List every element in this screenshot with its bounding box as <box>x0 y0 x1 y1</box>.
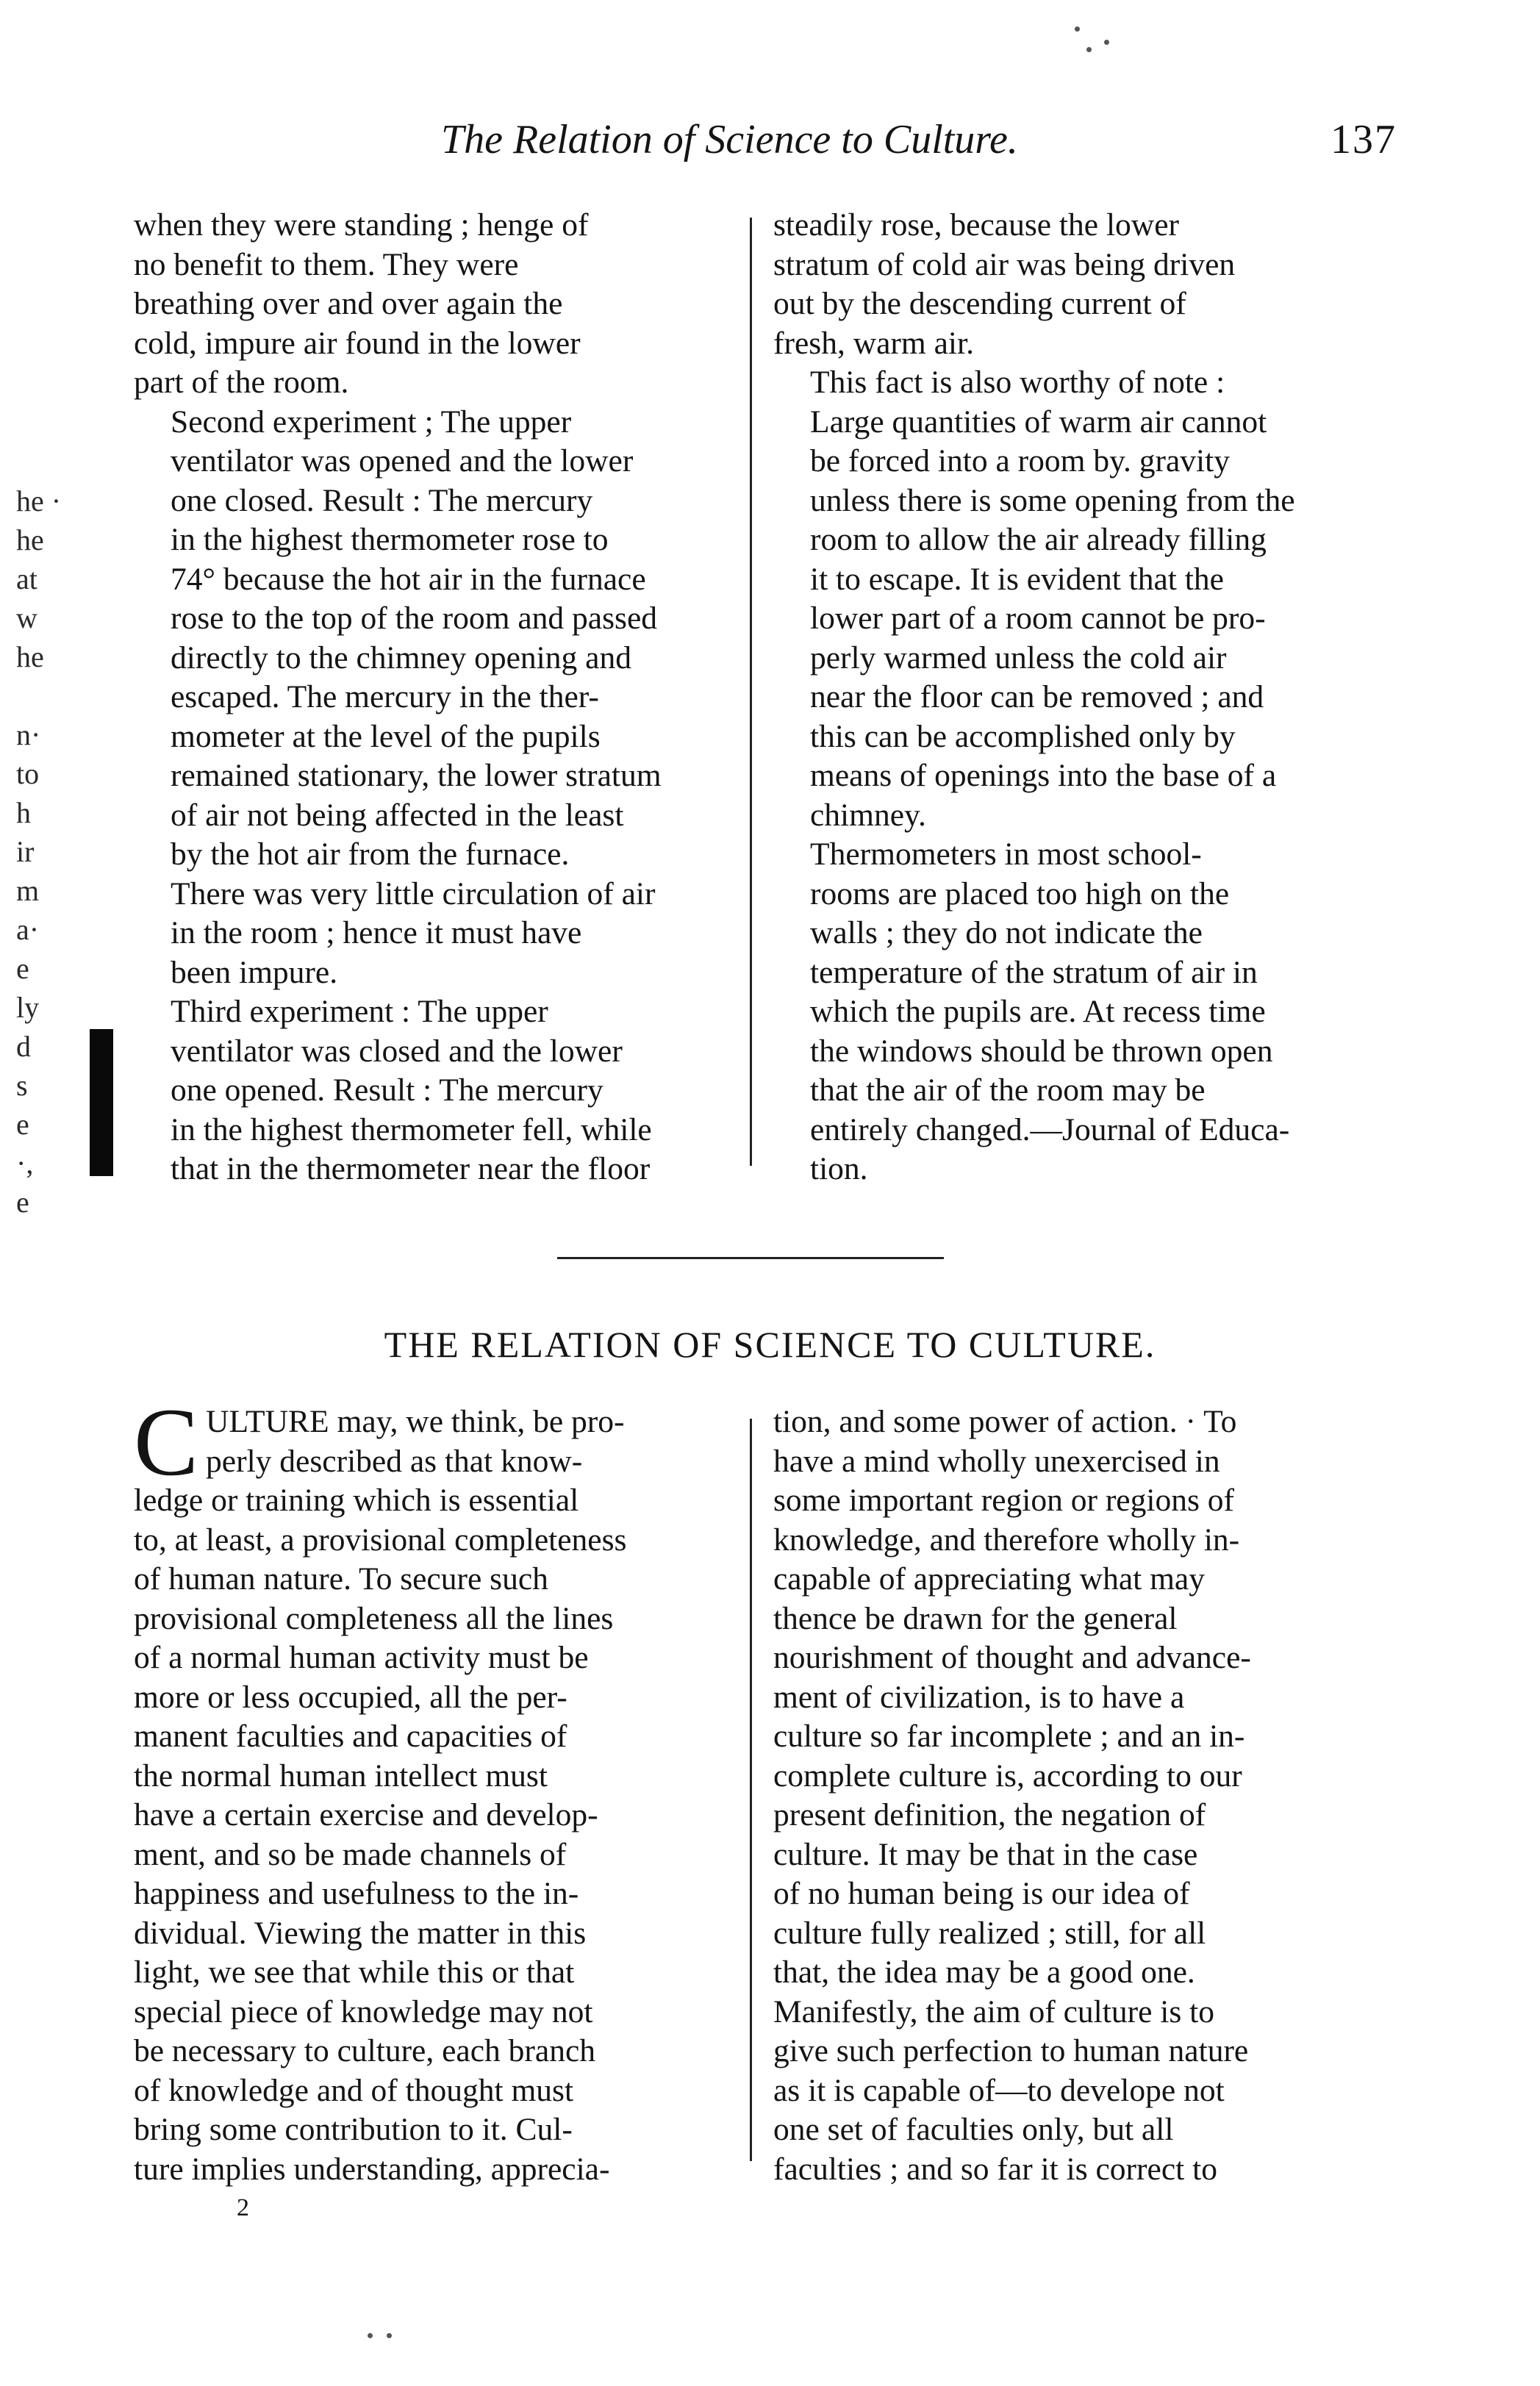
paragraph <box>134 992 735 1189</box>
text-line: unless there is some opening from the <box>810 482 1295 518</box>
text-line: ture implies understanding, apprecia- <box>134 2151 610 2187</box>
text-line: culture fully realized ; still, for all <box>773 1915 1206 1951</box>
text-line: tion, and some power of action. · To <box>773 1404 1237 1439</box>
text-line: mometer at the level of the pupils <box>171 718 601 754</box>
text-line: dividual. Viewing the matter in this <box>134 1915 587 1951</box>
text-line: that, the idea may be a good one. <box>773 1955 1195 1990</box>
text-line: give such perfection to human nature <box>773 2033 1249 2068</box>
margin-fragment: ·, <box>16 1147 34 1180</box>
text-line: Second experiment ; The upper <box>171 404 572 440</box>
text-line: remained stationary, the lower stratum <box>171 758 662 793</box>
scan-speck <box>387 2333 392 2338</box>
text-line: of knowledge and of thought must <box>134 2072 574 2108</box>
article2-left-lines <box>134 1388 735 2189</box>
text-line: chimney. <box>810 797 926 833</box>
paragraph <box>134 403 735 993</box>
margin-fragment: n· <box>16 718 41 751</box>
text-line: of no human being is our idea of <box>773 1876 1190 1911</box>
margin-fragment: ir <box>16 835 35 868</box>
text-line: directly to the chimney opening and <box>171 640 631 676</box>
text-line: escaped. The mercury in the ther- <box>171 679 599 714</box>
text-line: it to escape. It is evident that the <box>810 561 1224 597</box>
text-line: thence be drawn for the general <box>773 1600 1178 1636</box>
text-line: manent faculties and capacities of <box>134 1719 567 1754</box>
article2-title: THE RELATION OF SCIENCE TO CULTURE. <box>384 1324 1156 1365</box>
text-line: Manifestly, the aim of culture is to <box>773 1993 1214 2029</box>
text-line: cold, impure air found in the lower <box>134 325 581 361</box>
text-line: lower part of a room cannot be pro- <box>810 601 1266 636</box>
text-line: out by the descending current of <box>773 286 1186 321</box>
text-line: that the air of the room may be <box>810 1072 1206 1108</box>
running-title: The Relation of Science to Culture. <box>441 117 1018 162</box>
text-line: ment of civilization, is to have a <box>773 1679 1185 1715</box>
text-line: that in the thermometer near the floor <box>171 1151 651 1186</box>
text-line: culture so far incomplete ; and an in- <box>773 1719 1245 1754</box>
scan-margin-bar <box>90 1029 113 1176</box>
margin-fragment: h <box>16 796 31 829</box>
text-line: ULTURE may, we think, be pro- <box>206 1404 625 1439</box>
scan-speck <box>1086 47 1092 52</box>
text-line: of a normal human activity must be <box>134 1640 589 1675</box>
text-line: rose to the top of the room and passed <box>171 601 658 636</box>
text-line: tion. <box>810 1151 868 1186</box>
paragraph <box>773 206 1389 363</box>
text-line: ment, and so be made channels of <box>134 1836 567 1872</box>
text-line: when they were standing ; henge of <box>134 207 589 243</box>
text-line: as it is capable of—to develope not <box>773 2072 1225 2108</box>
text-line: ventilator was opened and the lower <box>171 443 634 479</box>
scan-speck <box>1104 40 1109 45</box>
text-line: near the floor can be removed ; and <box>810 679 1264 714</box>
margin-fragment: e <box>16 1186 29 1219</box>
text-line: been impure. <box>171 954 338 990</box>
text-line: complete culture is, according to our <box>773 1758 1242 1794</box>
text-line: culture. It may be that in the case <box>773 1836 1198 1872</box>
text-line: Large quantities of warm air cannot <box>810 404 1267 440</box>
margin-fragment: he <box>16 640 44 673</box>
text-line: means of openings into the base of a <box>810 758 1277 793</box>
text-line: by the hot air from the furnace. <box>171 836 570 872</box>
text-line: the normal human intellect must <box>134 1758 548 1794</box>
signature-mark: 2 <box>237 2194 249 2221</box>
paragraph <box>773 363 1389 835</box>
margin-fragment: at <box>16 562 37 595</box>
text-line: bring some contribution to it. Cul- <box>134 2112 573 2147</box>
text-line: present definition, the negation of <box>773 1797 1206 1833</box>
margin-fragment: s <box>16 1069 28 1102</box>
text-line: walls ; they do not indicate the <box>810 915 1203 950</box>
running-header <box>412 116 1397 175</box>
text-line: more or less occupied, all the per- <box>134 1679 567 1715</box>
margin-fragment: ly <box>16 991 40 1024</box>
text-line: knowledge, and therefore wholly in- <box>773 1522 1240 1558</box>
drop-cap: C <box>134 1388 199 1496</box>
text-line: have a mind wholly unexercised in <box>773 1443 1220 1479</box>
text-line: one opened. Result : The mercury <box>171 1072 604 1108</box>
text-line: perly described as that know- <box>206 1443 583 1479</box>
text-line: which the pupils are. At recess time <box>810 994 1266 1029</box>
text-line: nourishment of thought and advance- <box>773 1640 1251 1675</box>
text-line: perly warmed unless the cold air <box>810 640 1227 676</box>
text-line: happiness and usefulness to the in- <box>134 1876 579 1911</box>
text-line: be forced into a room by. gravity <box>810 443 1230 479</box>
text-line: steadily rose, because the lower <box>773 207 1179 243</box>
text-line: capable of appreciating what may <box>773 1561 1205 1597</box>
article2-right-column <box>773 1402 1389 2189</box>
text-line: one set of faculties only, but all <box>773 2112 1174 2147</box>
text-line: provisional completeness all the lines <box>134 1600 614 1636</box>
article1-left-column <box>134 206 735 1189</box>
text-line: room to allow the air already filling <box>810 522 1267 557</box>
text-line: in the highest thermometer rose to <box>171 522 609 557</box>
text-line: to, at least, a provisional completeness <box>134 1522 627 1558</box>
text-line: one closed. Result : The mercury <box>171 482 593 518</box>
text-line: the windows should be thrown open <box>810 1033 1273 1069</box>
margin-fragment: e <box>16 952 29 985</box>
margin-fragment: a· <box>16 913 40 946</box>
text-line: This fact is also worthy of note : <box>810 365 1225 400</box>
text-line: special piece of knowledge may not <box>134 1993 593 2029</box>
text-line: temperature of the stratum of air in <box>810 954 1258 990</box>
text-line: rooms are placed too high on the <box>810 875 1230 911</box>
text-line: ventilator was closed and the lower <box>171 1033 623 1069</box>
text-line: 74° because the hot air in the furnace <box>171 561 646 597</box>
margin-fragment: he <box>16 523 44 556</box>
column-divider-top <box>750 218 752 1166</box>
text-line: of human nature. To secure such <box>134 1561 548 1597</box>
margin-fragment: e <box>16 1108 29 1141</box>
margin-fragment: m <box>16 874 40 907</box>
text-line: There was very little circulation of air <box>171 875 656 911</box>
margin-fragments <box>16 481 61 1222</box>
text-line: have a certain exercise and develop- <box>134 1797 598 1833</box>
margin-fragment: w <box>16 601 37 634</box>
text-line: stratum of cold air was being driven <box>773 246 1236 282</box>
margin-fragment: he · <box>16 484 62 517</box>
text-line: in the highest thermometer fell, while <box>171 1111 652 1147</box>
text-line: this can be accomplished only by <box>810 718 1236 754</box>
page-number: 137 <box>1331 117 1397 162</box>
text-line: light, we see that while this or that <box>134 1955 575 1990</box>
section-divider <box>557 1257 944 1259</box>
article2-left-column <box>134 1388 735 2189</box>
scan-speck <box>1075 26 1080 32</box>
column-divider-bottom <box>750 1419 752 2161</box>
text-line: entirely changed.—Journal of Educa- <box>810 1111 1290 1147</box>
text-line: faculties ; and so far it is correct to <box>773 2151 1217 2187</box>
paragraph <box>134 206 735 403</box>
text-line: Third experiment : The upper <box>171 994 548 1029</box>
article1-right-column <box>773 206 1389 1189</box>
text-line: part of the room. <box>134 365 349 400</box>
text-line: breathing over and over again the <box>134 286 563 321</box>
margin-fragment <box>16 676 61 715</box>
text-line: no benefit to them. They were <box>134 246 519 282</box>
margin-fragment: to <box>16 757 40 790</box>
margin-fragment: d <box>16 1030 31 1063</box>
text-line: some important region or regions of <box>773 1483 1234 1518</box>
text-line: in the room ; hence it must have <box>171 915 582 950</box>
text-line: fresh, warm air. <box>773 325 974 361</box>
paragraph <box>773 835 1389 1189</box>
text-line: of air not being affected in the least <box>171 797 624 833</box>
text-line: be necessary to culture, each branch <box>134 2033 596 2068</box>
text-line: ledge or training which is essential <box>134 1483 579 1518</box>
scan-speck <box>368 2333 373 2338</box>
text-line: Thermometers in most school- <box>810 836 1202 872</box>
